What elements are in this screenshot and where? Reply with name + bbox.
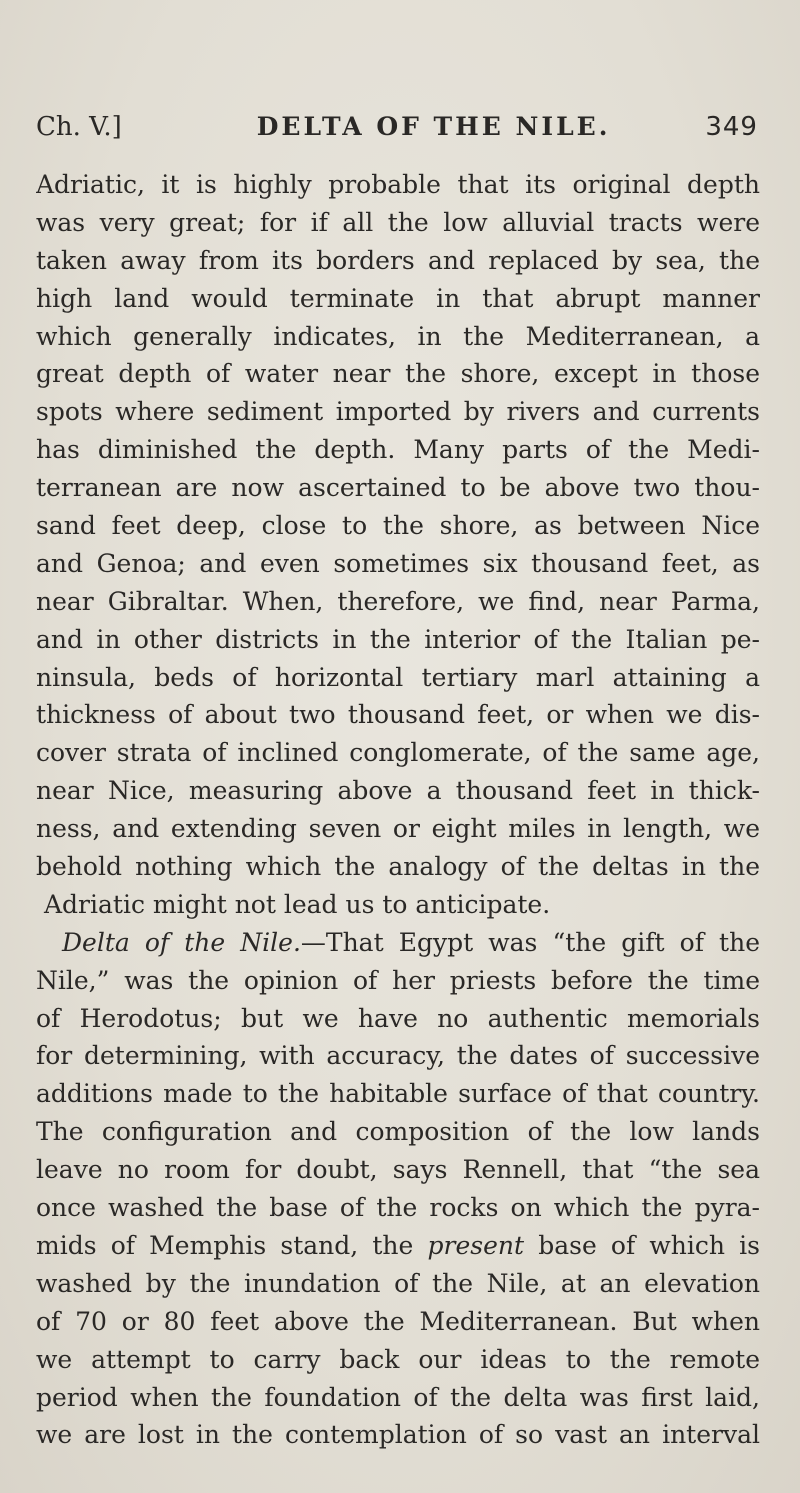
text-line: additions made to the habitable surface of that country. [36, 1079, 760, 1109]
text-line: of 70 or 80 feet above the Mediterranean. But when [36, 1306, 760, 1336]
running-title: DELTA OF THE NILE. [256, 112, 611, 141]
text-fragment: —That Egypt was “the gift of the [300, 927, 760, 957]
text-line: high land would terminate in that abrupt manner [36, 283, 760, 313]
text-line: great depth of water near the shore, except in those [36, 359, 760, 389]
body-text [36, 166, 760, 1454]
text-line: ness, and extending seven or eight miles in length, we [36, 814, 760, 844]
text-line: behold nothing which the analogy of the deltas in the [36, 852, 760, 882]
chapter-label: Ch. V.] [36, 112, 122, 142]
text-fragment: mids of Memphis stand, the [36, 1230, 414, 1260]
text-line: Nile,” was the opinion of her priests before the time [36, 965, 760, 995]
page-number: 349 [705, 112, 758, 142]
text-line: we are lost in the contemplation of so vast an interval [36, 1420, 760, 1450]
text-line: was very great; for if all the low alluvial tracts were [36, 207, 760, 237]
text-line: which generally indicates, in the Mediterranean, a [36, 321, 760, 351]
text-line [36, 1227, 760, 1265]
text-line: ninsula, beds of horizontal tertiary marl attaining a [36, 662, 760, 692]
text-line: we attempt to carry back our ideas to the remote [36, 1344, 760, 1374]
text-line: period when the foundation of the delta was first laid, [36, 1382, 760, 1412]
text-line: taken away from its borders and replaced by sea, the [36, 245, 760, 275]
emphasis: present [427, 1230, 525, 1260]
text-line: Adriatic might not lead us to anticipate. [44, 889, 551, 919]
text-line: near Gibraltar. When, therefore, we find, near Parma, [36, 586, 760, 616]
text-line: for determining, with accuracy, the dates of successive [36, 1041, 760, 1071]
text-line: washed by the inundation of the Nile, at an elevation [36, 1268, 760, 1298]
text-line: once washed the base of the rocks on which the pyra- [36, 1193, 760, 1223]
text-line: leave no room for doubt, says Rennell, that “the sea [36, 1155, 760, 1185]
text-line: Adriatic, it is highly probable that its original depth [36, 170, 760, 199]
running-head [36, 112, 758, 152]
text-line: and Genoa; and even sometimes six thousand feet, as [36, 548, 760, 578]
text-line: spots where sediment imported by rivers and currents [36, 397, 760, 427]
text-line: sand feet deep, close to the shore, as between Nice [36, 511, 760, 541]
text-line: thickness of about two thousand feet, or when we dis- [36, 700, 760, 730]
section-heading: Delta of the Nile. [62, 927, 301, 957]
text-line: has diminished the depth. Many parts of the Medi- [36, 435, 760, 465]
text-line: cover strata of inclined conglomerate, of the same age, [36, 738, 760, 768]
text-line: The configuration and composition of the low lands [36, 1117, 760, 1147]
text-line: near Nice, measuring above a thousand feet in thick- [36, 776, 760, 806]
text-fragment: base of which is [538, 1230, 760, 1260]
text-line: of Herodotus; but we have no authentic memorials [36, 1003, 760, 1033]
paragraph-start-line [36, 924, 760, 962]
text-line: and in other districts in the interior of the Italian pe- [36, 624, 760, 654]
text-line: terranean are now ascertained to be above two thou- [36, 473, 760, 503]
